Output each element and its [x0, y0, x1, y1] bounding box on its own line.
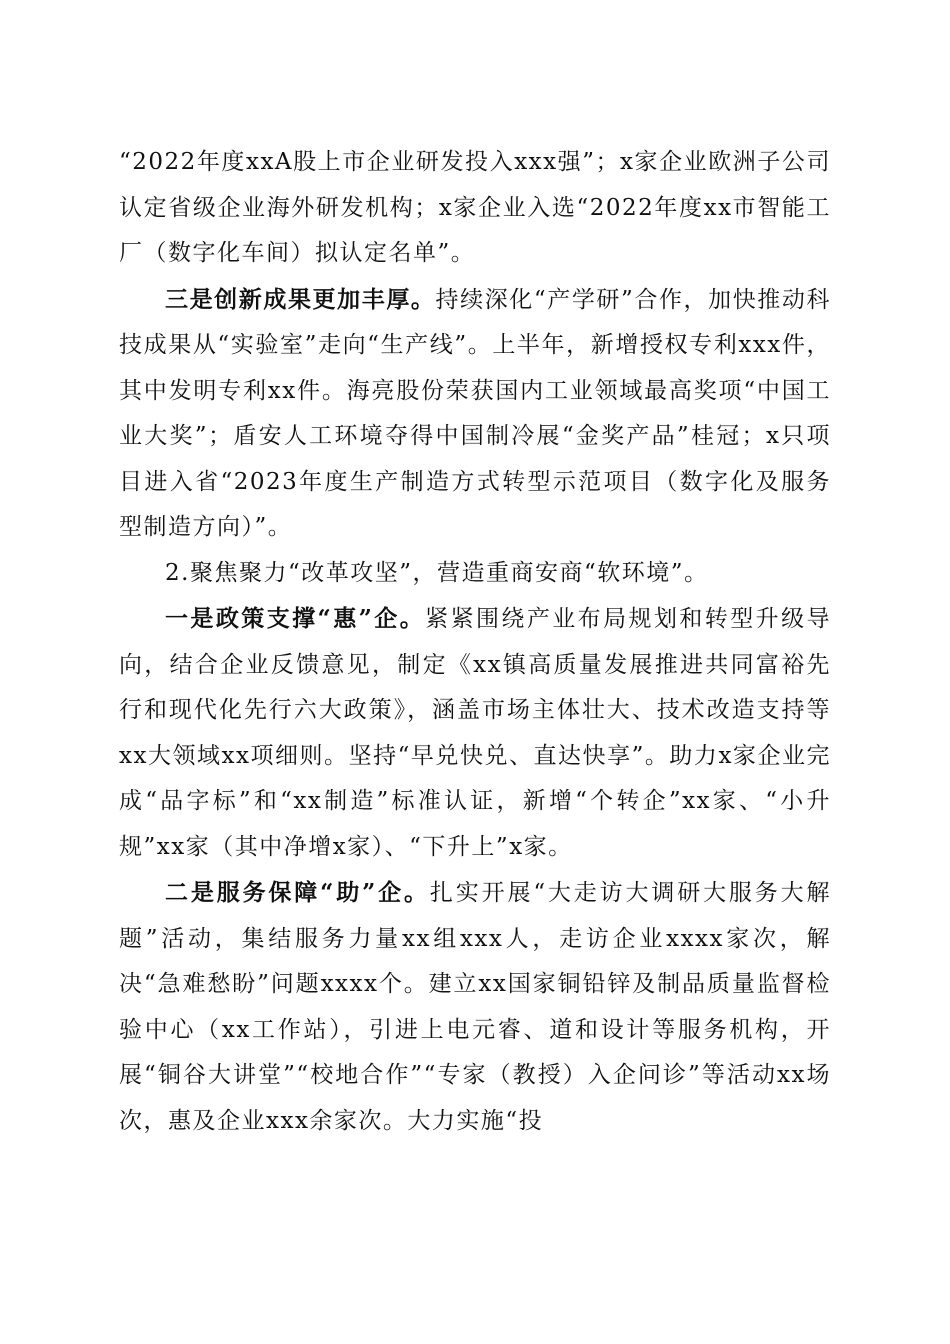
paragraph-lead: 一是政策支撑“惠”企。: [165, 605, 426, 632]
paragraph-lead: 三是创新成果更加丰厚。: [165, 285, 436, 313]
paragraph-lead: 二是服务保障“助”企。: [165, 879, 430, 906]
paragraph-service-guarantee: [119, 870, 831, 1144]
paragraph-text: 紧紧围绕产业布局规划和转型升级导向，结合企业反馈意见，制定《xx镇高质量发展推进共同富裕先行和现代化先行六大政策》，涵盖市场主体壮大、技术改造支持等xx大领域xx项细则。坚持“早兑快兑、直达快享”。助力x家企业完成“品字标”和“xx制造”标准认证，新增“个转企”xx家、“小升规”xx家（其中净增x家）、“下升上”x家。: [119, 606, 832, 860]
paragraph-text: 扎实开展“大走访大调研大服务大解题”活动，集结服务力量xx组xxx人，走访企业xxxx家次，解决“急难愁盼”问题xxxx个。建立xx国家铜铅锌及制品质量监督检验中心（xx工作站），引进上电元睿、道和设计等服务机构，开展“铜谷大讲堂”“校地合作”“专家（教授）入企问诊”等活动xx场次，惠及企业xxx余家次。大力实施“投: [119, 880, 831, 1134]
section-heading: [119, 551, 831, 597]
paragraph-text: “2022年度xxA股上市企业研发投入xxx强”；x家企业欧洲子公司认定省级企业海外研发机构；x家企业入选“2022年度xx市智能工厂（数字化车间）拟认定名单”。: [119, 149, 831, 266]
paragraph-innovation-results: [119, 277, 831, 551]
section-heading-text: 2.聚焦聚力“改革攻坚”，营造重商安商“软环境”。: [165, 559, 709, 586]
paragraph-policy-support: [119, 596, 831, 870]
paragraph-text: 持续深化“产学研”合作，加快推动科技成果从“实验室”走向“生产线”。上半年，新增授权专利xxx件，其中发明专利xx件。海亮股份荣获国内工业领域最高奖项“中国工业大奖”；盾安人工环境夺得中国制冷展“金奖产品”桂冠；x只项目进入省“2023年度生产制造方式转型示范项目（数字化及服务型制造方向）”。: [119, 286, 831, 540]
body-text: [119, 140, 831, 1144]
paragraph-continuation: [119, 140, 831, 277]
